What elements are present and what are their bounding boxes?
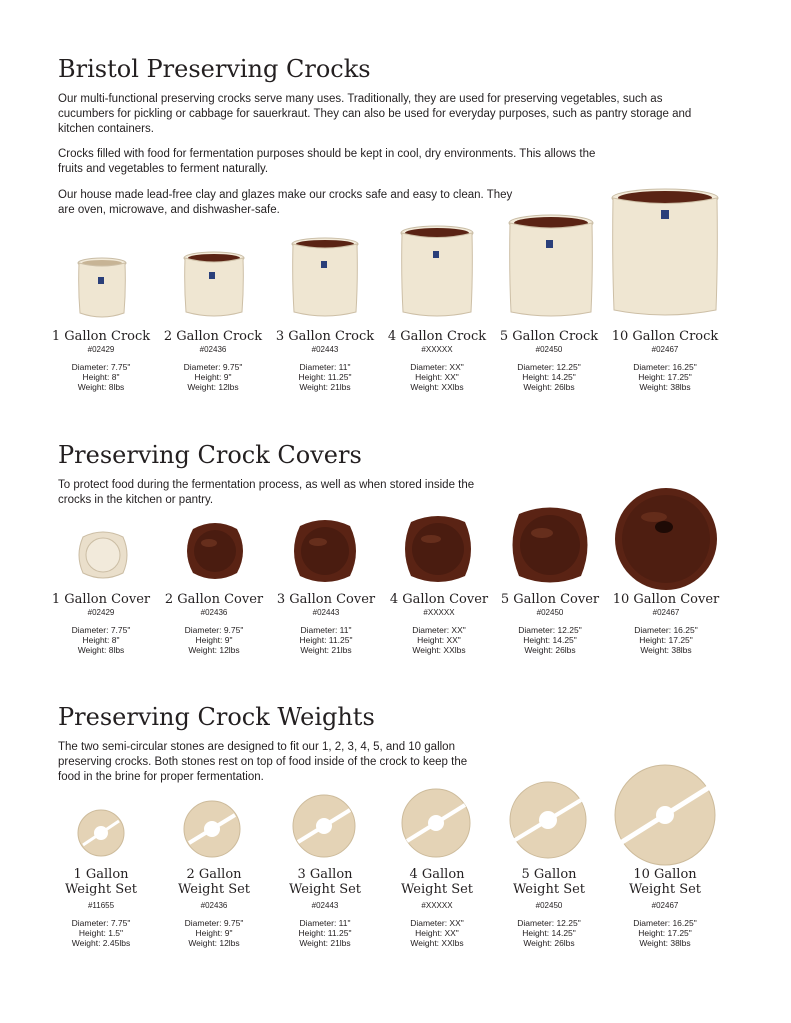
crock-sku: #02436	[199, 345, 227, 354]
weight-name-line1: 3 Gallon	[297, 867, 353, 882]
weight-weight: Weight: 2.45lbs	[71, 938, 131, 948]
cover-weight: Weight: 38lbs	[640, 645, 692, 655]
cover-name: 1 Gallon Cover	[51, 592, 151, 607]
weight-height: Height: 14.25"	[522, 928, 576, 938]
cover-weight: Weight: 21lbs	[300, 645, 352, 655]
weight-name-line1: 10 Gallon	[633, 867, 697, 882]
weight-height: Height: 1.5"	[78, 928, 124, 938]
cover-name: 10 Gallon Cover	[612, 592, 720, 607]
crock-height: Height: XX"	[415, 372, 459, 382]
crock-name: 3 Gallon Crock	[275, 329, 375, 344]
weight-item-3gal	[266, 867, 384, 948]
weights-intro: The two semi-circular stones are designed to fit our 1, 2, 3, 4, 5, and 10 gallon preserving crocks. Both stones rest on top of food inside of the crock to keep the food in the brine for proper fermentation.	[58, 741, 468, 783]
crock-diameter: Diameter: 16.25"	[633, 362, 697, 372]
cover-diameter: Diameter: XX"	[412, 625, 466, 635]
crock-weight: Weight: 26lbs	[523, 382, 575, 392]
crock-weight: Weight: 21lbs	[299, 382, 351, 392]
crocks-title: Bristol Preserving Crocks	[58, 55, 371, 83]
weight-image-1gal	[77, 809, 125, 857]
crock-diameter: Diameter: 12.25"	[517, 362, 581, 372]
weight-weight: Weight: XXlbs	[410, 938, 464, 948]
weight-name-line2: Weight Set	[288, 882, 362, 897]
crocks-intro-2: Crocks filled with food for fermentation purposes should be kept in cool, dry environments. This allows the fruits and vegetables to ferment naturally.	[58, 148, 596, 175]
weight-name-line1: 4 Gallon	[409, 867, 465, 882]
cover-diameter: Diameter: 12.25"	[518, 625, 582, 635]
crocks-intro-1: Our multi-functional preserving crocks serve many uses. Traditionally, they are used for preserving vegetables, such as cucumbers for pickling or cabbage for sauerkraut. They can also be used for everyday purposes, such as pantry storage and kitchen containers.	[58, 93, 692, 135]
cover-sku: #02467	[652, 608, 680, 617]
weight-diameter: Diameter: XX"	[410, 918, 464, 928]
weight-name-line2: Weight Set	[400, 882, 474, 897]
cover-name: 2 Gallon Cover	[164, 592, 264, 607]
weight-height: Height: 11.25"	[298, 928, 352, 938]
crocks-intro-3: Our house made lead-free clay and glazes make our crocks safe and easy to clean. They are oven, microwave, and dishwasher-safe.	[58, 189, 513, 216]
weight-name-line1: 5 Gallon	[521, 867, 577, 882]
crock-sku: #02450	[535, 345, 563, 354]
crock-weight: Weight: 8lbs	[77, 382, 125, 392]
crock-name: 2 Gallon Crock	[163, 329, 263, 344]
weight-weight: Weight: 38lbs	[639, 938, 691, 948]
weight-diameter: Diameter: 7.75"	[71, 918, 131, 928]
cover-weight: Weight: 12lbs	[188, 645, 240, 655]
crock-sku: #XXXXX	[421, 345, 453, 354]
weight-image-4gal	[401, 788, 471, 858]
weight-name-line2: Weight Set	[64, 882, 138, 897]
crock-diameter: Diameter: XX"	[410, 362, 464, 372]
weight-weight: Weight: 12lbs	[188, 938, 240, 948]
covers-title: Preserving Crock Covers	[58, 441, 362, 469]
weight-image-3gal	[292, 794, 356, 858]
weight-sku: #02467	[651, 901, 679, 910]
cover-name: 5 Gallon Cover	[500, 592, 600, 607]
weight-sku: #02436	[200, 901, 228, 910]
cover-height: Height: 17.25"	[639, 635, 693, 645]
crock-height: Height: 11.25"	[298, 372, 352, 382]
weight-name-line2: Weight Set	[177, 882, 251, 897]
weight-image-2gal	[183, 800, 241, 858]
cover-weight: Weight: 26lbs	[524, 645, 576, 655]
cover-name: 4 Gallon Cover	[389, 592, 489, 607]
weight-height: Height: 17.25"	[638, 928, 692, 938]
weight-name-line2: Weight Set	[512, 882, 586, 897]
weight-item-2gal	[155, 867, 273, 948]
weight-diameter: Diameter: 11"	[299, 918, 351, 928]
cover-diameter: Diameter: 7.75"	[71, 625, 131, 635]
cover-height: Height: 11.25"	[299, 635, 353, 645]
crock-height: Height: 8"	[82, 372, 120, 382]
crock-height: Height: 9"	[194, 372, 232, 382]
crock-name: 5 Gallon Crock	[499, 329, 599, 344]
cover-sku: #02450	[536, 608, 564, 617]
crock-diameter: Diameter: 9.75"	[183, 362, 243, 372]
cover-height: Height: 8"	[82, 635, 120, 645]
crock-name: 10 Gallon Crock	[611, 329, 719, 344]
weight-diameter: Diameter: 16.25"	[633, 918, 697, 928]
weight-diameter: Diameter: 12.25"	[517, 918, 581, 928]
crock-name: 4 Gallon Crock	[387, 329, 487, 344]
cover-height: Height: XX"	[417, 635, 461, 645]
weight-item-5gal	[490, 867, 608, 948]
weight-sku: #XXXXX	[421, 901, 453, 910]
crock-weight: Weight: 12lbs	[187, 382, 239, 392]
weight-image-5gal	[509, 781, 587, 859]
weight-sku: #02450	[535, 901, 563, 910]
crock-sku: #02443	[311, 345, 339, 354]
cover-name: 3 Gallon Cover	[276, 592, 376, 607]
weight-item-4gal	[378, 867, 496, 948]
crock-weight: Weight: XXlbs	[410, 382, 464, 392]
weight-name-line2: Weight Set	[628, 882, 702, 897]
weights-title: Preserving Crock Weights	[58, 703, 375, 731]
weight-item-1gal	[42, 867, 160, 948]
cover-height: Height: 14.25"	[523, 635, 577, 645]
crock-name: 1 Gallon Crock	[51, 329, 151, 344]
cover-weight: Weight: 8lbs	[77, 645, 125, 655]
cover-diameter: Diameter: 11"	[300, 625, 352, 635]
weight-name-line1: 2 Gallon	[186, 867, 242, 882]
weight-sku: #02443	[311, 901, 339, 910]
cover-sku: #XXXXX	[423, 608, 455, 617]
covers-intro: To protect food during the fermentation process, as well as when stored inside the crocks in the kitchen or pantry.	[58, 479, 475, 506]
weight-height: Height: 9"	[195, 928, 233, 938]
cover-height: Height: 9"	[195, 635, 233, 645]
crock-sku: #02429	[87, 345, 115, 354]
crock-height: Height: 14.25"	[522, 372, 576, 382]
cover-diameter: Diameter: 16.25"	[634, 625, 698, 635]
weight-sku: #11655	[87, 901, 115, 910]
weight-diameter: Diameter: 9.75"	[184, 918, 244, 928]
crock-height: Height: 17.25"	[638, 372, 692, 382]
cover-sku: #02443	[312, 608, 340, 617]
crock-diameter: Diameter: 11"	[299, 362, 351, 372]
weight-image-10gal	[614, 764, 716, 866]
cover-sku: #02429	[87, 608, 115, 617]
crock-diameter: Diameter: 7.75"	[71, 362, 131, 372]
weight-weight: Weight: 21lbs	[299, 938, 351, 948]
cover-diameter: Diameter: 9.75"	[184, 625, 244, 635]
weight-weight: Weight: 26lbs	[523, 938, 575, 948]
cover-weight: Weight: XXlbs	[412, 645, 466, 655]
crock-weight: Weight: 38lbs	[639, 382, 691, 392]
cover-sku: #02436	[200, 608, 228, 617]
weight-item-10gal	[606, 867, 724, 948]
weight-name-line1: 1 Gallon	[73, 867, 129, 882]
crock-sku: #02467	[651, 345, 679, 354]
weight-height: Height: XX"	[415, 928, 459, 938]
